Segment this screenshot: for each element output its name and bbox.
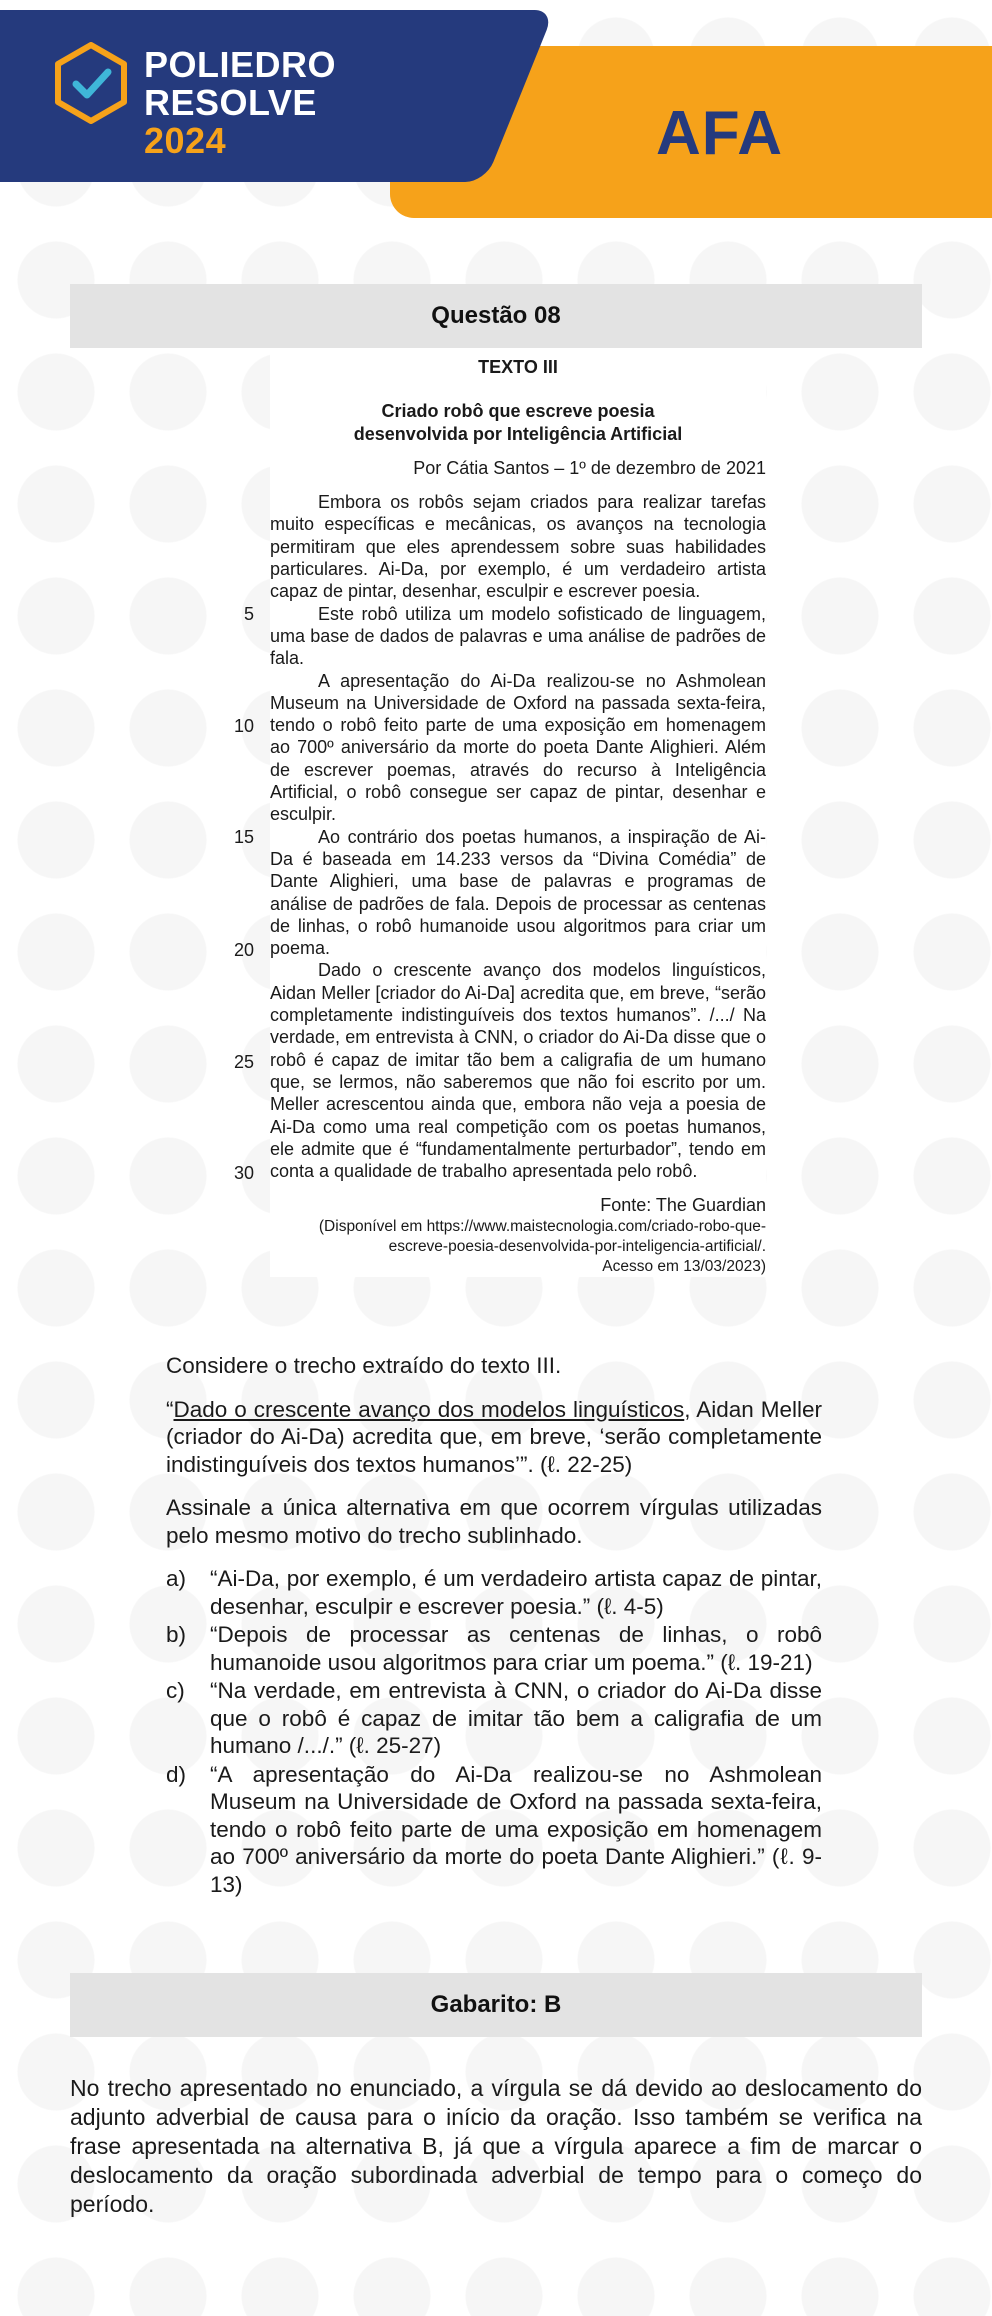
brand-line-1: POLIEDRO <box>144 44 337 85</box>
question-statement <box>166 1352 822 1899</box>
alternative-letter: b) <box>166 1622 187 1647</box>
text-reference <box>270 1217 766 1277</box>
alternative-letter: d) <box>166 1761 187 1787</box>
text-title-line-1: Criado robô que escreve poesia <box>381 401 655 422</box>
question-prompt: Assinale a única alternativa em que ocorrem vírgulas utilizadas pelo mesmo motivo do trecho sublinhado. <box>166 1495 822 1548</box>
gabarito-title: Gabarito: B <box>430 1991 562 2018</box>
alternative-a <box>166 1565 822 1620</box>
alternative-c <box>166 1677 822 1760</box>
alternatives-list <box>166 1565 822 1898</box>
brand-title <box>144 46 336 160</box>
question-intro: Considere o trecho extraído do texto III. <box>166 1353 562 1378</box>
text-label: TEXTO III <box>478 357 558 377</box>
alternative-text: “A apresentação do Ai-Da realizou-se no Ashmolean Museum na Universidade de Oxford na passada sexta-feira, tendo o robô feito parte de uma exposição em homenagem ao 700º aniversário da morte do poeta Dante Alighieri.” (ℓ. 9-13) <box>210 1761 822 1897</box>
question-title-bar <box>70 284 922 348</box>
line-number: 15 <box>233 827 254 847</box>
alternative-text: “Depois de processar as centenas de linhas, o robô humanoide usou algoritmos para criar um poema.” (ℓ. 19-21) <box>210 1622 822 1675</box>
text-title <box>270 400 766 445</box>
alternative-text: “Na verdade, em entrevista à CNN, o criador do Ai-Da disse que o robô é capaz de imitar tão bem a caligrafia de um humano /.../.” (ℓ. 25-27) <box>210 1678 822 1758</box>
alternative-letter: c) <box>166 1678 185 1703</box>
text-paragraph: A apresentação do Ai-Da realizou-se no Ashmolean Museum na Universidade de Oxford na passada sexta-feira, tendo o robô feito parte de uma exposição em homenagem ao 700º aniversário da morte do poeta Dante Alighieri. Além de escrever poemas, através do recurso à Inteligência Artificial, o robô consegue ser capaz de pintar, desenhar e esculpir. <box>270 670 766 825</box>
text-source: Fonte: The Guardian <box>600 1195 766 1216</box>
excerpt-underlined: Dado o crescente avanço dos modelos linguísticos <box>173 1396 685 1422</box>
excerpt-open-quote: “ <box>166 1396 174 1422</box>
text-author: Por Cátia Santos – 1º de dezembro de 2021 <box>413 457 766 478</box>
text-paragraph: Embora os robôs sejam criados para realizar tarefas muito específicas e mecânicas, os avanços na tecnologia permitiram que eles aprendessem sobre suas habilidades particulares. Ai-Da, por exemplo, é um verdadeiro artista capaz de pintar, desenhar, esculpir e escrever poesia. <box>270 492 766 602</box>
brand-line-2: RESOLVE <box>144 82 317 123</box>
question-title: Questão 08 <box>431 302 561 329</box>
line-number: 25 <box>233 1052 254 1072</box>
line-number: 20 <box>233 940 254 960</box>
line-number: 5 <box>243 604 254 624</box>
gabarito-bar <box>70 1973 922 2037</box>
question-excerpt <box>166 1396 822 1479</box>
alternative-letter: a) <box>166 1566 187 1591</box>
text-body <box>270 491 766 1182</box>
answer-explanation: No trecho apresentado no enunciado, a vírgula se dá devido ao deslocamento do adjunto adverbial de causa para o início da oração. Isso também se verifica na frase apresentada na alternativa B, já que a vírgula aparece a fim de marcar o deslocamento da oração subordinada adverbial de tempo para o começo do período. <box>70 2075 922 2217</box>
text-paragraph: Ao contrário dos poetas humanos, a inspiração de Ai-Da é baseada em 14.233 versos da “Divina Comédia” de Dante Alighieri, uma base de palavras e programas de análise de padrões de fala. Depois de processar as centenas de linhas, o robô humanoide usou algoritmos para criar um poema. <box>270 826 766 959</box>
header-banner <box>0 0 992 220</box>
line-number: 10 <box>233 716 254 736</box>
source-text <box>270 348 766 1277</box>
line-number: 30 <box>233 1163 254 1183</box>
excerpt-rest: , Aidan Meller (criador do Ai-Da) acredita que, em breve, ‘serão completamente indistinguíveis dos textos humanos’”. (ℓ. 22-25) <box>166 1396 822 1477</box>
reference-line: (Disponível em https://www.maistecnologia.com/criado-robo-que- <box>318 1217 766 1235</box>
reference-line: escreve-poesia-desenvolvida-por-inteligencia-artificial/. <box>388 1237 766 1255</box>
reference-line: Acesso em 13/03/2023) <box>602 1257 766 1275</box>
exam-name: AFA <box>656 99 783 168</box>
text-paragraph: Este robô utiliza um modelo sofisticado de linguagem, uma base de dados de palavras e uma análise de padrões de fala. <box>270 603 766 669</box>
check-badge-icon <box>54 42 128 124</box>
text-title-line-2: desenvolvida por Inteligência Artificial <box>353 423 683 444</box>
text-paragraph: Dado o crescente avanço dos modelos linguísticos, Aidan Meller [criador do Ai-Da] acredita que, em breve, “serão completamente indistinguíveis dos textos humanos”. /.../ Na verdade, em entrevista à CNN, o criador do Ai-Da disse que o robô é capaz de imitar tão bem a caligrafia de um humano que, se lermos, não saberemos que não foi escrito por um. Meller acrescentou ainda que, embora não veja a poesia de Ai-Da como uma real competição com os poetas humanos, ele admite que é “fundamentalmente perturbador”, tendo em conta a qualidade de trabalho apresentada pelo robô. <box>270 960 766 1182</box>
alternative-text: “Ai-Da, por exemplo, é um verdadeiro artista capaz de pintar, desenhar, esculpir e escrever poesia.” (ℓ. 4-5) <box>210 1566 822 1619</box>
alternative-d <box>166 1761 822 1899</box>
alternative-b <box>166 1621 822 1676</box>
brand-year: 2024 <box>144 120 227 161</box>
